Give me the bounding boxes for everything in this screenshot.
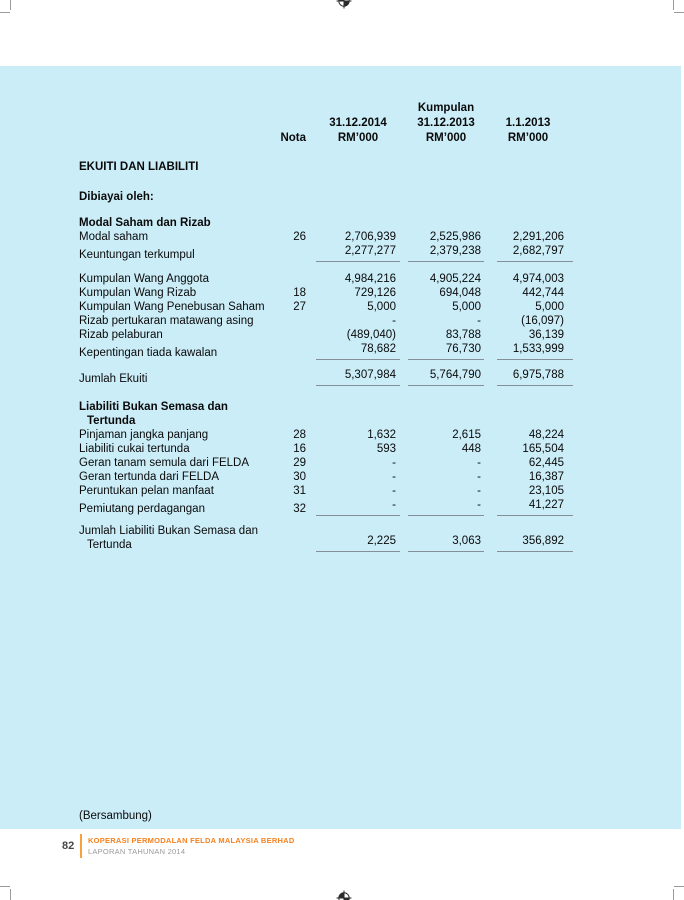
table-row (79, 160, 681, 174)
row-label: Geran tanam semula dari FELDA (79, 457, 250, 469)
row-label: EKUITI DAN LIABILITI (79, 161, 199, 173)
table-row (79, 300, 681, 314)
registration-mark-icon (336, 890, 352, 900)
row-label: Rizab pertukaran matawang asing (79, 315, 254, 327)
row-label: Rizab pelaburan (79, 329, 163, 341)
cell-value: (489,040) (346, 329, 396, 341)
cell-value: 4,984,216 (344, 273, 396, 285)
row-nota: 18 (293, 287, 306, 299)
table-row (79, 498, 681, 516)
continuation-note: (Bersambung) (79, 810, 152, 822)
cell-value: 36,139 (528, 329, 564, 341)
row-label: Kumpulan Wang Anggota (79, 273, 209, 285)
cell-value: - (392, 471, 396, 483)
header-col3-unit: RM’000 (507, 132, 549, 144)
header-group-label: Kumpulan (417, 102, 475, 114)
row-label: Dibiayai oleh: (79, 191, 154, 203)
cell-value: 62,445 (528, 457, 564, 469)
trim-mark (673, 0, 674, 10)
row-nota: 32 (293, 503, 306, 515)
row-label: Kumpulan Wang Rizab (79, 287, 197, 299)
cell-value: - (392, 315, 396, 327)
cell-value: 41,227 (497, 498, 573, 516)
trim-mark (673, 889, 674, 900)
trim-mark (0, 886, 10, 887)
header-col1-unit: RM’000 (337, 132, 379, 144)
cell-value: 2,615 (452, 429, 481, 441)
footer-report-title: LAPORAN TAHUNAN 2014 (88, 847, 186, 856)
cell-value: - (392, 485, 396, 497)
row-nota: 28 (293, 429, 306, 441)
row-label: Modal Saham dan Rizab (79, 217, 211, 229)
table-row (79, 400, 681, 428)
cell-value: 1,533,999 (497, 342, 573, 360)
cell-value: 2,225 (316, 534, 400, 552)
trim-mark (0, 12, 10, 13)
cell-value: - (477, 471, 481, 483)
cell-value: 5,307,984 (316, 368, 400, 386)
registration-mark-icon (336, 0, 352, 9)
cell-value: 2,291,206 (512, 231, 564, 243)
cell-value: 165,504 (522, 443, 564, 455)
page-number: 82 (62, 840, 75, 852)
row-label: Modal saham (79, 231, 149, 243)
trim-mark (674, 886, 684, 887)
table-row (79, 342, 681, 360)
cell-value: 83,788 (445, 329, 481, 341)
footer-company-name: KOPERASI PERMODALAN FELDA MALAYSIA BERHAD (88, 836, 295, 845)
table-row (79, 328, 681, 342)
cell-value: 2,706,939 (344, 231, 396, 243)
table-row (79, 428, 681, 442)
table-row (79, 368, 681, 386)
row-label: Peruntukan pelan manfaat (79, 485, 214, 497)
cell-value: 448 (461, 443, 481, 455)
header-row-group (79, 101, 681, 116)
cell-value: 6,975,788 (497, 368, 573, 386)
table-row (79, 470, 681, 484)
row-label: Jumlah Ekuiti (79, 373, 148, 385)
table-row (79, 456, 681, 470)
table-body (79, 160, 681, 552)
cell-value: 3,063 (408, 534, 484, 552)
row-label: Kepentingan tiada kawalan (79, 347, 218, 359)
table-row (79, 272, 681, 286)
row-nota: 31 (293, 485, 306, 497)
table-row (79, 216, 681, 230)
row-label: Geran tertunda dari FELDA (79, 471, 219, 483)
row-nota: 29 (293, 457, 306, 469)
trim-mark (674, 12, 684, 13)
cell-value: 76,730 (408, 342, 484, 360)
row-label: Liabiliti cukai tertunda (79, 443, 190, 455)
cell-value: 16,387 (528, 471, 564, 483)
table-row (79, 286, 681, 300)
cell-value: 729,126 (354, 287, 396, 299)
row-nota: 30 (293, 471, 306, 483)
table-row (79, 442, 681, 456)
cell-value: 48,224 (528, 429, 564, 441)
table-row (79, 484, 681, 498)
cell-value: 23,105 (528, 485, 564, 497)
cell-value: - (392, 457, 396, 469)
cell-value: - (477, 315, 481, 327)
cell-value: 2,525,986 (429, 231, 481, 243)
header-col3-date: 1.1.2013 (505, 117, 551, 129)
cell-value: 694,048 (439, 287, 481, 299)
cell-value: 5,000 (535, 301, 564, 313)
header-row-units (79, 131, 681, 146)
table-header (79, 101, 681, 146)
header-col2-unit: RM’000 (425, 132, 467, 144)
row-nota: 26 (293, 231, 306, 243)
header-col2-date: 31.12.2013 (417, 117, 475, 129)
trim-mark (10, 889, 11, 900)
header-nota-label: Nota (280, 132, 306, 144)
row-nota: 16 (293, 443, 306, 455)
table-row (79, 524, 681, 552)
cell-value: 4,905,224 (429, 273, 481, 285)
page-footer (62, 834, 295, 858)
trim-mark (10, 0, 11, 10)
table-row (79, 230, 681, 244)
footer-divider (80, 834, 82, 858)
cell-value: 356,892 (497, 534, 573, 552)
cell-value: 1,632 (367, 429, 396, 441)
cell-value: - (477, 485, 481, 497)
cell-value: 442,744 (522, 287, 564, 299)
cell-value: 78,682 (316, 342, 400, 360)
cell-value: 2,682,797 (497, 244, 573, 262)
row-label: Keuntungan terkumpul (79, 249, 195, 261)
header-row-dates (79, 116, 681, 131)
cell-value: 2,277,277 (316, 244, 400, 262)
row-label: Jumlah Liabiliti Bukan Semasa dan Tertunda (79, 525, 258, 551)
cell-value: - (408, 498, 484, 516)
cell-value: 5,764,790 (408, 368, 484, 386)
row-label: Liabiliti Bukan Semasa dan Tertunda (79, 401, 228, 427)
cell-value: 5,000 (452, 301, 481, 313)
cell-value: 593 (376, 443, 396, 455)
table-row (79, 244, 681, 262)
cell-value: 5,000 (367, 301, 396, 313)
cell-value: - (477, 457, 481, 469)
row-label: Kumpulan Wang Penebusan Saham (79, 301, 265, 313)
cell-value: 2,379,238 (408, 244, 484, 262)
row-nota: 27 (293, 301, 306, 313)
table-row (79, 190, 681, 204)
row-label: Pemiutang perdagangan (79, 503, 205, 515)
statement-panel (0, 66, 681, 829)
header-col1-date: 31.12.2014 (329, 117, 387, 129)
table-row (79, 314, 681, 328)
cell-value: (16,097) (521, 315, 564, 327)
cell-value: 4,974,003 (512, 273, 564, 285)
row-label: Pinjaman jangka panjang (79, 429, 209, 441)
cell-value: - (316, 498, 400, 516)
